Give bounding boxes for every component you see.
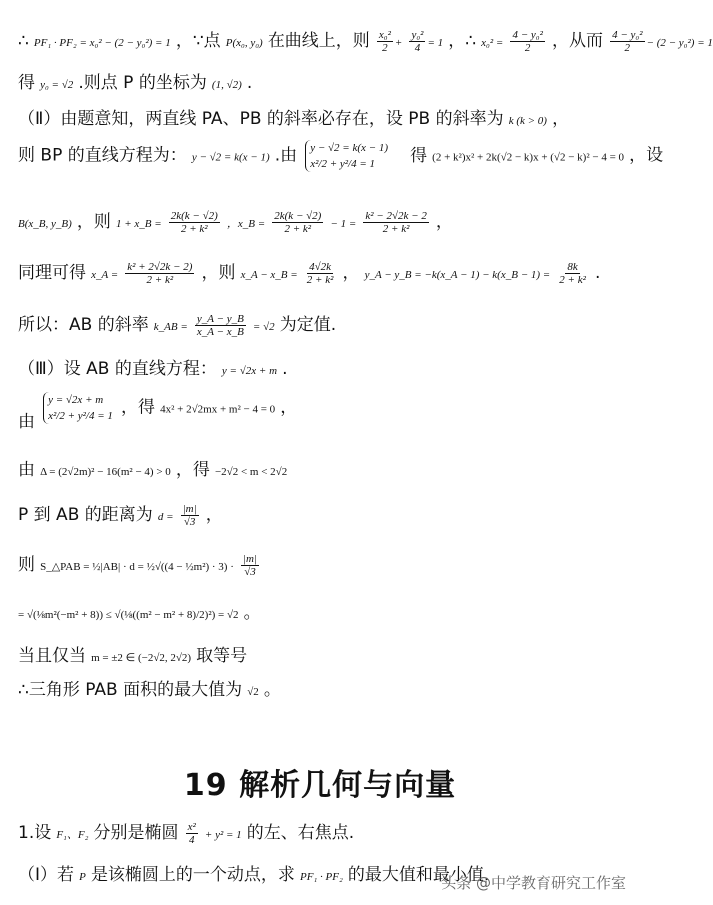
- text: 同理可得: [18, 263, 86, 283]
- fraction: $\frac{4√2k}{\text{2 + k²}}$: [306, 261, 334, 286]
- text: 则 BP 的直线方程为：: [18, 145, 187, 166]
- expr: y_A − y_B = −k(x_A − 1) − k(x_B − 1) =: [364, 269, 551, 281]
- question-1-part-1: [18, 860, 489, 885]
- text: 1.设: [18, 823, 52, 843]
- text: ，: [342, 263, 360, 283]
- text: 由: [18, 460, 35, 480]
- equation-system: y = √2x + m x²/2 + y²/4 = 1: [43, 392, 113, 424]
- solution-line-13: [18, 598, 261, 623]
- solution-line-9: [18, 392, 298, 432]
- solution-conclusion: [18, 675, 281, 700]
- line-equation: y = √2x + m: [221, 365, 278, 377]
- fraction: $\frac{2k(k - √2)}{\text{2 + k²}}$: [274, 210, 322, 235]
- quadratic-equation: (2 + k²)x² + 2k(√2 − k)x + (√2 − k)² − 4 = 0: [432, 151, 625, 164]
- text: ，: [435, 212, 453, 232]
- fraction: $\frac{\text{y₀²}}{4}$: [411, 29, 424, 54]
- text: 得: [18, 73, 35, 93]
- text: 在曲线上，则: [267, 31, 370, 51]
- fraction: $\frac{\text{k² − 2√2k − 2}}{\text{2 + k²}}$: [365, 210, 427, 235]
- text: 。: [263, 680, 281, 700]
- part-2-intro: [18, 104, 569, 129]
- text: ，设: [629, 145, 664, 166]
- text: ∴三角形 PAB 面积的最大值为: [18, 680, 243, 700]
- text: 所以：AB 的斜率: [18, 315, 149, 335]
- expr: x_A − x_B =: [240, 269, 298, 281]
- area-expression: S_△PAB = ½|AB| · d = ½√((4 − ½m²) · 3) ·: [40, 561, 234, 573]
- text: （Ⅱ）由题意知，两直线 PA、PB 的斜率必存在，设 PB 的斜率为: [18, 109, 504, 129]
- slope-k: k (k > 0): [508, 115, 547, 127]
- fraction: $\frac{\text{x₀²}}{2}$: [378, 29, 391, 54]
- text: ，∴: [448, 31, 477, 51]
- fraction: $\frac{|m|}{√3}$: [242, 553, 257, 578]
- expr: x_A =: [91, 269, 119, 281]
- therefore-symbol: ∴: [18, 31, 29, 51]
- expr: x₀² =: [481, 37, 504, 49]
- text: 分别是椭圆: [93, 823, 179, 843]
- text: 是该椭圆上的一个动点，求: [90, 865, 295, 885]
- expr: ，x_B =: [226, 218, 266, 230]
- text: ，得: [121, 397, 156, 418]
- solution-line-1: [18, 26, 713, 54]
- text: ，: [205, 505, 223, 525]
- solution-line-5: [18, 207, 453, 235]
- solution-line-4: [18, 140, 663, 172]
- text: （Ⅰ）若: [18, 865, 75, 885]
- text: 当且仅当: [18, 646, 86, 666]
- text: P 到 AB 的距离为: [18, 505, 153, 525]
- text: .: [282, 359, 288, 379]
- expr: k_AB =: [153, 321, 188, 333]
- text: （Ⅲ）设 AB 的直线方程：: [18, 359, 217, 379]
- point-b: B(x_B, y_B): [18, 218, 72, 230]
- solution-line-2: [18, 68, 252, 93]
- question-1: [18, 818, 354, 846]
- point-p: P(x₀, y₀): [225, 37, 263, 49]
- text: 取等号: [196, 646, 248, 666]
- expr: − (2 − y₀²) = 1: [646, 37, 713, 49]
- text: 则: [18, 555, 35, 575]
- text: 的左、右焦点.: [246, 823, 355, 843]
- expr: = √2: [252, 321, 275, 333]
- expr: 1 + x_B =: [115, 218, 162, 230]
- text: 得: [410, 145, 428, 166]
- text: ，从而: [551, 31, 603, 51]
- solution-line-6: [18, 258, 600, 286]
- solution-line-11: [18, 500, 223, 528]
- dot-product: PF₁ · PF₂: [300, 871, 343, 883]
- discriminant: Δ = (2√2m)² − 16(m² − 4) > 0: [40, 466, 171, 478]
- text: .: [246, 73, 253, 93]
- solution-line-10: [18, 455, 287, 480]
- y0-value: y₀ = √2: [40, 79, 74, 91]
- fraction: $\frac{\text{4 − y₀²}}{2}$: [512, 29, 543, 54]
- equals: = 1: [427, 37, 444, 49]
- text: 的最大值和最小值.: [347, 865, 490, 885]
- text: ，∵点: [175, 31, 221, 51]
- text: .由: [274, 145, 298, 166]
- text: .: [595, 263, 601, 283]
- solution-line-14: [18, 641, 247, 666]
- fraction: $\frac{\text{k² + 2√2k − 2)}}{\text{2 + k²}}$: [127, 261, 193, 286]
- text: ，则: [76, 212, 111, 232]
- fraction: $\frac{2k(k - √2)}{\text{2 + k²}}$: [170, 210, 218, 235]
- text: ，得: [175, 460, 210, 480]
- point-p: P: [79, 871, 86, 883]
- expr: − 1 =: [330, 218, 357, 230]
- fraction: $\frac{\text{4 − y₀²}}{2}$: [612, 29, 643, 54]
- fraction: $\frac{y\_A - y\_B}{x\_A - x\_B}$: [196, 313, 244, 338]
- line-equation: y − √2 = k(x − 1): [191, 151, 270, 164]
- text: .则点 P 的坐标为: [78, 73, 207, 93]
- watermark: 头条 @中学教育研究工作室: [441, 874, 626, 892]
- equation-system: y − √2 = k(x − 1) x²/2 + y²/4 = 1: [305, 140, 388, 172]
- dot-product-equation: PF₁ · PF₂ = x₀² − (2 − y₀²) = 1: [33, 37, 171, 49]
- text: ，: [280, 397, 298, 418]
- part-3-intro: [18, 354, 288, 379]
- fraction: $\frac{|m|}{√3}$: [182, 503, 197, 528]
- text: 为定值.: [279, 315, 337, 335]
- text: 由: [18, 411, 35, 432]
- quadratic-equation: 4x² + 2√2mx + m² − 4 = 0: [160, 403, 276, 416]
- point-coordinates: (1, √2): [211, 79, 242, 91]
- plus-sign: +: [394, 37, 403, 49]
- solution-line-12: [18, 550, 261, 578]
- inequality-expression: = √(⅛m²(−m² + 8)) ≤ √(⅛((m² − m² + 8)/2)²) = √2: [18, 609, 239, 621]
- text: ，则: [201, 263, 236, 283]
- equality-condition: m = ±2 ∈ (−2√2, 2√2): [91, 652, 192, 664]
- solution-line-7: [18, 310, 336, 338]
- foci: F₁、F₂: [56, 829, 89, 841]
- fraction: $\frac{\text{x²}}{4}$: [187, 821, 196, 846]
- section-heading: 19 解析几何与向量: [183, 768, 457, 803]
- max-area: √2: [247, 686, 259, 698]
- range-m: −2√2 < m < 2√2: [214, 466, 288, 478]
- expr: d =: [157, 511, 174, 523]
- text: ，: [552, 109, 570, 129]
- text: 。: [243, 603, 261, 623]
- ellipse-equation: + y² = 1: [204, 829, 242, 841]
- fraction: $\frac{8k}{\text{2 + k²}}$: [559, 261, 586, 286]
